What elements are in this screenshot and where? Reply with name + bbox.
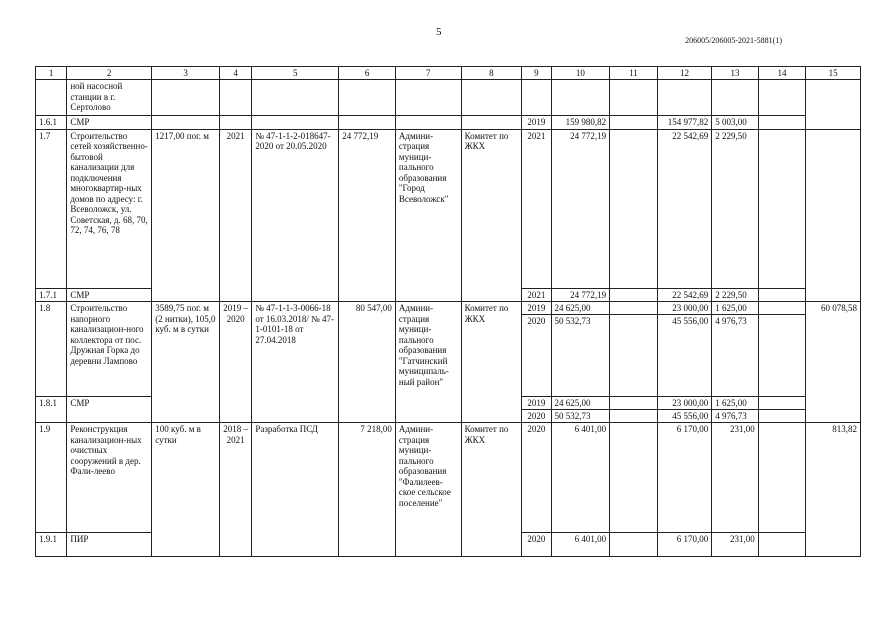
year-cell: 2021 <box>522 288 551 302</box>
item-number: 1.9.1 <box>36 533 67 557</box>
item-name: СМР <box>67 116 152 130</box>
year-value: 2019 <box>527 303 546 313</box>
year-cell <box>522 302 551 397</box>
value-cell: 6 401,00 <box>551 533 610 557</box>
item-number: 1.9 <box>36 423 67 533</box>
value-cell <box>551 302 610 397</box>
value: 45 556,00 <box>658 314 712 327</box>
col-header: 10 <box>551 67 610 80</box>
executor-cell: Комитет по ЖКХ <box>461 423 522 557</box>
table-row <box>36 302 861 397</box>
value-cell <box>712 302 759 397</box>
page-number: 5 <box>436 26 442 38</box>
item-name: СМР <box>67 288 152 302</box>
document-id: 206005/206005-2021-5881(1) <box>685 36 782 45</box>
value: 4 976,73 <box>712 314 758 327</box>
value-cell: 231,00 <box>712 423 759 533</box>
cost-cell: 80 547,00 <box>339 302 396 423</box>
item-number: 1.8.1 <box>36 397 67 423</box>
cell <box>339 80 396 116</box>
table-row <box>36 129 861 288</box>
value-cell <box>551 397 610 423</box>
cell <box>758 80 806 116</box>
cell <box>610 423 658 533</box>
col-header: 6 <box>339 67 396 80</box>
total-cell: 813,82 <box>806 423 861 557</box>
item-number: 1.7.1 <box>36 288 67 302</box>
cell <box>152 80 220 116</box>
col-header: 9 <box>522 67 551 80</box>
capacity-cell: 100 куб. м в сутки <box>152 423 220 557</box>
col-header: 5 <box>252 67 339 80</box>
cell <box>252 80 339 116</box>
cell <box>461 116 522 130</box>
value: 1 625,00 <box>715 398 747 408</box>
cell <box>551 80 610 116</box>
cell <box>758 302 806 397</box>
document-cell: № 47-1-1-2-018647-2020 от 20.05.2020 <box>252 129 339 302</box>
cell <box>657 80 712 116</box>
cell <box>610 397 658 423</box>
item-name: Реконструкция канализацион-ных очистных сооружений в дер. Фали-леево <box>67 423 152 533</box>
cell <box>252 116 339 130</box>
value: 1 625,00 <box>715 303 747 313</box>
year-cell: 2020 <box>522 423 551 533</box>
table-row <box>36 423 861 533</box>
total-cell: 60 078,58 <box>806 302 861 423</box>
col-header: 12 <box>657 67 712 80</box>
item-name: СМР <box>67 397 152 423</box>
value: 50 532,73 <box>552 314 610 327</box>
value-cell <box>712 397 759 423</box>
cell <box>806 80 861 130</box>
year-value: 2019 <box>527 398 546 408</box>
item-name: ПИР <box>67 533 152 557</box>
item-number: 1.8 <box>36 302 67 397</box>
item-number: 1.6.1 <box>36 116 67 130</box>
year-cell: 2021 <box>522 129 551 288</box>
value-cell: 22 542,69 <box>657 288 712 302</box>
cell <box>758 129 806 288</box>
value-cell <box>657 302 712 397</box>
capacity-cell: 1217,00 пог. м <box>152 129 220 302</box>
cell <box>610 129 658 288</box>
executor-cell: Комитет по ЖКХ <box>461 302 522 423</box>
capacity-cell: 3589,75 пог. м (2 нитки), 105,0 куб. м в сутки <box>152 302 220 423</box>
value-cell: 231,00 <box>712 533 759 557</box>
value: 50 532,73 <box>552 409 610 422</box>
table-row <box>36 80 861 116</box>
cell <box>152 116 220 130</box>
value: 23 000,00 <box>672 398 709 408</box>
col-header: 7 <box>395 67 461 80</box>
cell <box>758 288 806 302</box>
cost-cell: 24 772,19 <box>339 129 396 302</box>
value-cell: 6 401,00 <box>551 423 610 533</box>
year-cell: 2020 <box>522 533 551 557</box>
col-header: 14 <box>758 67 806 80</box>
col-header: 13 <box>712 67 759 80</box>
customer-cell: Админи-страция муници-пального образования "Гатчинский муниципаль-ный район" <box>395 302 461 423</box>
cell <box>806 129 861 302</box>
document-cell: № 47-1-1-3-0066-18 от 16.03.2018/ № 47-1-0101-18 от 27.04.2018 <box>252 302 339 423</box>
cell <box>610 533 658 557</box>
col-header: 1 <box>36 67 67 80</box>
value-cell: 24 772,19 <box>551 129 610 288</box>
col-header: 8 <box>461 67 522 80</box>
year-cell: 2019 <box>522 116 551 130</box>
period-cell: 2019 – 2020 <box>219 302 251 423</box>
value-cell: 6 170,00 <box>657 423 712 533</box>
cell <box>522 80 551 116</box>
cell <box>395 116 461 130</box>
cell <box>712 80 759 116</box>
year-value: 2020 <box>522 409 550 422</box>
value-cell: 159 980,82 <box>551 116 610 130</box>
value: 45 556,00 <box>658 409 712 422</box>
item-number: 1.7 <box>36 129 67 288</box>
col-header: 11 <box>610 67 658 80</box>
item-name: Строительство напорного канализацион-ного коллектора от пос. Дружная Горка до деревни Лампово <box>67 302 152 397</box>
value-cell: 22 542,69 <box>657 129 712 288</box>
col-header: 3 <box>152 67 220 80</box>
customer-cell: Админи-страция муници-пального образования "Фалилеев-ское сельское поселение" <box>395 423 461 557</box>
cell <box>758 116 806 130</box>
value: 4 976,73 <box>712 409 758 422</box>
year-cell <box>522 397 551 423</box>
period-cell: 2021 <box>219 129 251 302</box>
cell <box>758 533 806 557</box>
value-cell: 2 229,50 <box>712 129 759 288</box>
cell <box>758 423 806 533</box>
cell <box>758 397 806 423</box>
item-name: Строительство сетей хозяйственно-бытовой канализации для подключения многоквартир-ных домов по адресу: г. Всеволожск, ул. Советская, д. 68, 70, 72, 74, 76, 78 <box>67 129 152 288</box>
value-cell: 5 003,00 <box>712 116 759 130</box>
value-cell: 24 772,19 <box>551 288 610 302</box>
value-cell <box>657 397 712 423</box>
cell <box>219 80 251 116</box>
value-cell: 6 170,00 <box>657 533 712 557</box>
value: 24 625,00 <box>554 303 591 313</box>
value: 23 000,00 <box>672 303 709 313</box>
cell <box>339 116 396 130</box>
cell <box>610 80 658 116</box>
col-header: 15 <box>806 67 861 80</box>
customer-cell: Админи-страция муници-пального образования "Город Всеволожск" <box>395 129 461 302</box>
value-cell: 154 977,82 <box>657 116 712 130</box>
cell <box>36 80 67 116</box>
document-cell: Разработка ПСД <box>252 423 339 557</box>
executor-cell: Комитет по ЖКХ <box>461 129 522 302</box>
cell <box>610 116 658 130</box>
col-header: 4 <box>219 67 251 80</box>
cell <box>610 302 658 397</box>
year-value: 2020 <box>522 314 550 327</box>
value-cell: 2 229,50 <box>712 288 759 302</box>
value: 24 625,00 <box>554 398 591 408</box>
cell <box>395 80 461 116</box>
period-cell: 2018 – 2021 <box>219 423 251 557</box>
item-name: ной насосной станции в г. Сертолово <box>67 80 152 116</box>
program-table <box>35 66 861 557</box>
column-number-row <box>36 67 861 80</box>
cell <box>219 116 251 130</box>
table-row <box>36 116 861 130</box>
col-header: 2 <box>67 67 152 80</box>
cell <box>461 80 522 116</box>
cost-cell: 7 218,00 <box>339 423 396 557</box>
cell <box>610 288 658 302</box>
